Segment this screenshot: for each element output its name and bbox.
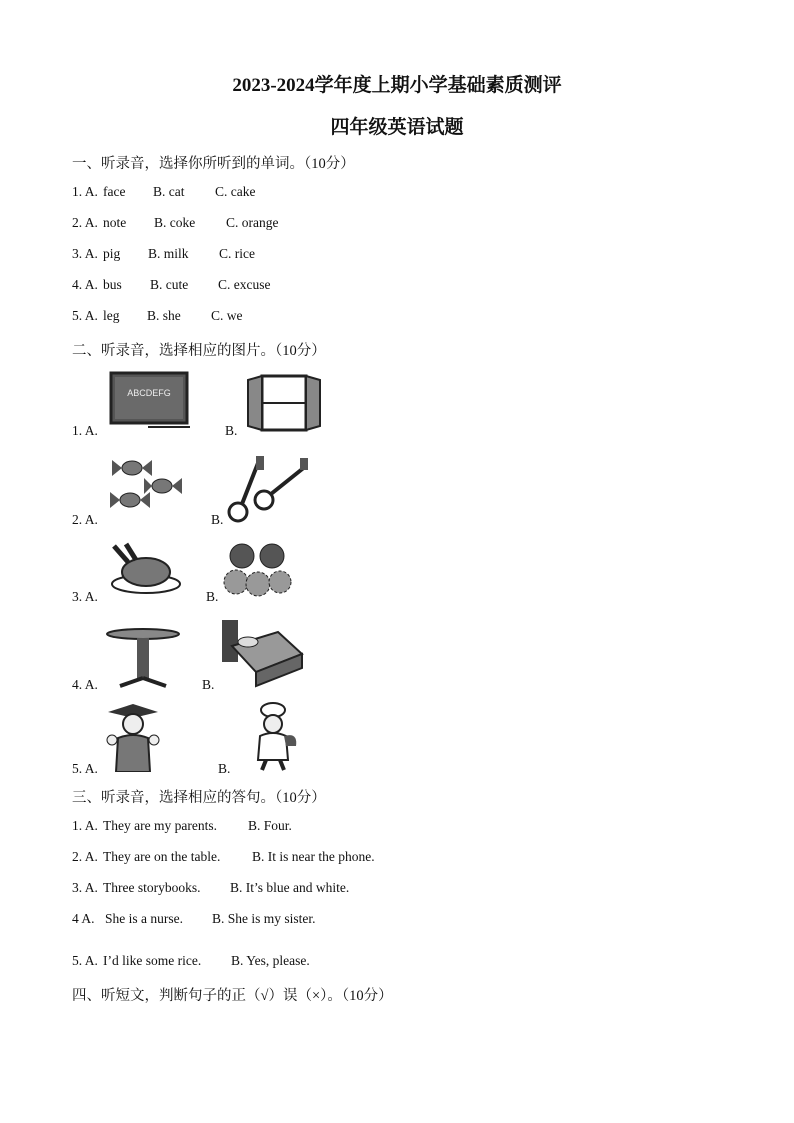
section2-heading: 二、听录音，选择相应的图片。（10分） bbox=[72, 343, 326, 359]
s2-item-1-b-label: B. bbox=[225, 423, 238, 438]
s2-item-3-a-label: 3. A. bbox=[72, 589, 98, 604]
section3-heading: 三、听录音，选择相应的答句。（10分） bbox=[72, 790, 326, 806]
s2-item-2-b-label: B. bbox=[211, 512, 224, 527]
blackboard-icon bbox=[108, 370, 190, 430]
s2-item-1-a-label: 1. A. bbox=[72, 423, 98, 438]
svg-text:ABCDEFG: ABCDEFG bbox=[127, 388, 171, 398]
cookies-icon bbox=[222, 542, 292, 598]
s2-item-3-b-label: B. bbox=[206, 589, 219, 604]
page-title: 2023-2024学年度上期小学基础素质测评 bbox=[232, 75, 562, 96]
chicken-icon bbox=[106, 540, 182, 596]
window-icon bbox=[244, 372, 324, 434]
teacher-icon bbox=[104, 702, 162, 772]
s2-item-5-a-label: 5. A. bbox=[72, 761, 98, 776]
bed-icon bbox=[218, 616, 306, 688]
table-icon bbox=[104, 626, 182, 690]
section4-heading: 四、听短文，判断句子的正（√）误（×）。（10分） bbox=[72, 988, 393, 1004]
s2-item-4-b-label: B. bbox=[202, 677, 215, 692]
section1-heading: 一、听录音，选择你所听到的单词。（10分） bbox=[72, 156, 355, 172]
s2-item-4-a-label: 4. A. bbox=[72, 677, 98, 692]
cook-icon bbox=[244, 702, 302, 772]
s2-item-5-b-label: B. bbox=[218, 761, 231, 776]
s2-item-2-a-label: 2. A. bbox=[72, 512, 98, 527]
candy-icon bbox=[106, 454, 184, 522]
page-subtitle: 四年级英语试题 bbox=[330, 117, 464, 138]
keys-icon bbox=[224, 452, 314, 524]
